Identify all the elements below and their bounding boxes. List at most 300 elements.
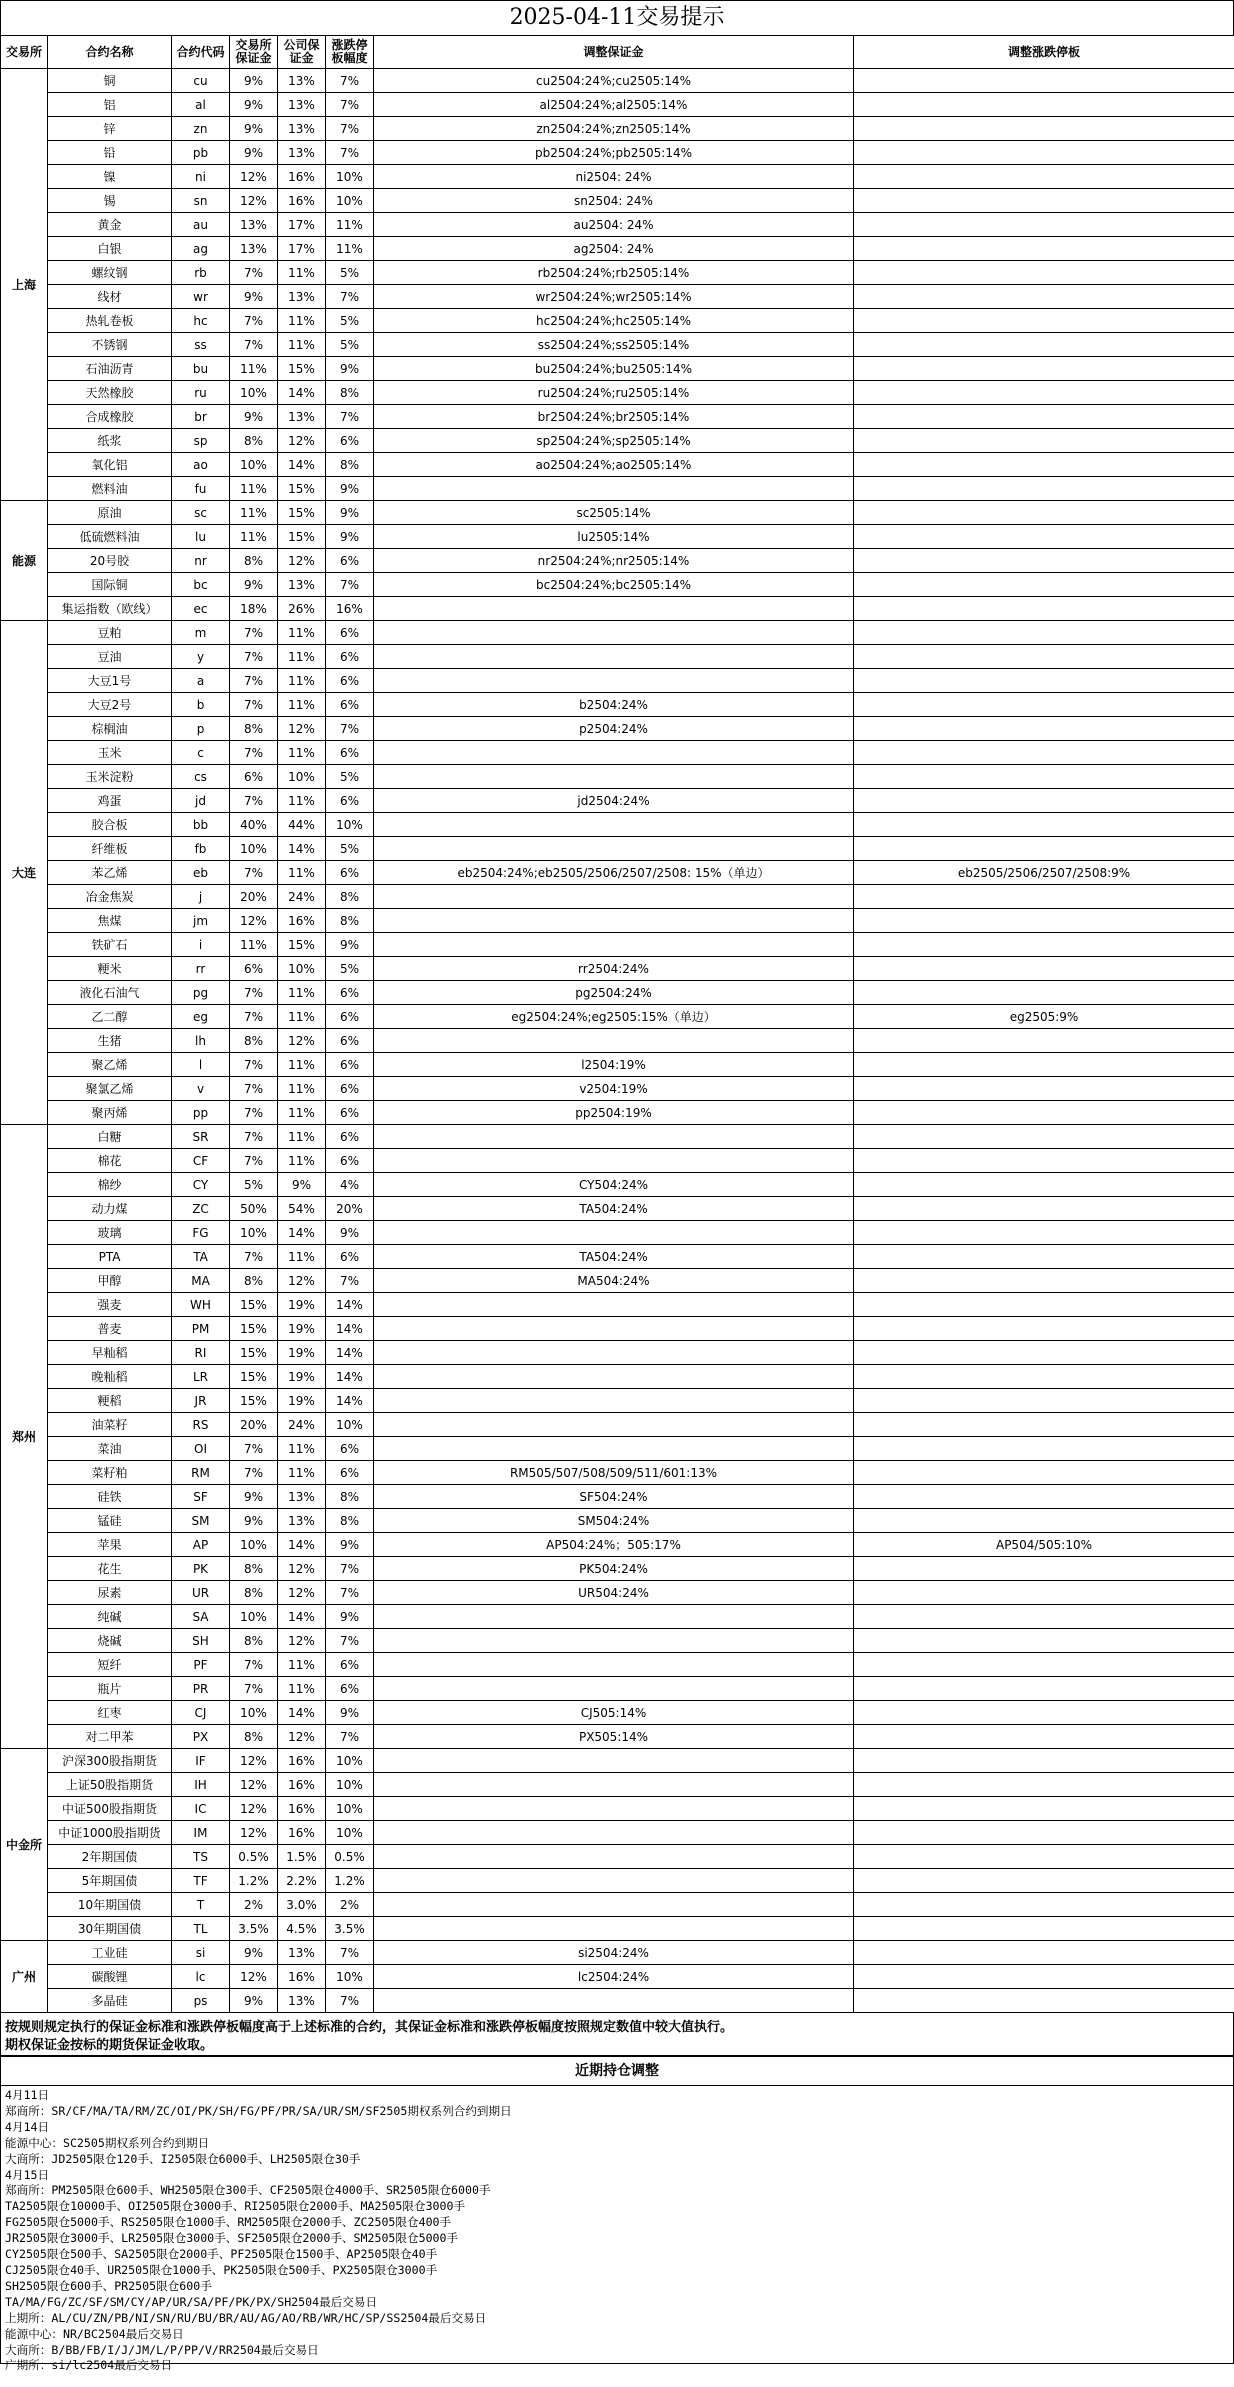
table-row xyxy=(1,1317,1234,1341)
company-margin: 11% xyxy=(278,309,326,333)
price-limit: 10% xyxy=(326,1749,374,1773)
exchange-margin: 18% xyxy=(230,597,278,621)
adjusted-margin: pp2504:19% xyxy=(374,1101,854,1125)
contract-name: 上证50股指期货 xyxy=(48,1773,172,1797)
contract-name: 沪深300股指期货 xyxy=(48,1749,172,1773)
price-limit: 6% xyxy=(326,621,374,645)
exchange-margin: 5% xyxy=(230,1173,278,1197)
contract-code: TF xyxy=(172,1869,230,1893)
price-limit: 9% xyxy=(326,1605,374,1629)
table-row xyxy=(1,1173,1234,1197)
company-margin: 16% xyxy=(278,165,326,189)
price-limit: 6% xyxy=(326,1437,374,1461)
recent-line: JR2505限仓3000手、LR2505限仓3000手、SF2505限仓2000手、SM2505限仓5000手 xyxy=(5,2231,459,2246)
adjusted-margin: AP504:24%；505:17% xyxy=(374,1533,854,1557)
adjusted-margin xyxy=(374,1605,854,1629)
company-margin: 11% xyxy=(278,1677,326,1701)
contract-name: 镍 xyxy=(48,165,172,189)
contract-name: 多晶硅 xyxy=(48,1989,172,2013)
recent-line: 郑商所：SR/CF/MA/TA/RM/ZC/OI/PK/SH/FG/PF/PR/SA/UR/SM/SF2505期权系列合约到期日 xyxy=(5,2103,512,2118)
contract-name: 花生 xyxy=(48,1557,172,1581)
exchange-margin: 7% xyxy=(230,1077,278,1101)
adjusted-limit xyxy=(854,1869,1234,1893)
table-row xyxy=(1,549,1234,573)
table-row xyxy=(1,1389,1234,1413)
adjusted-limit xyxy=(854,669,1234,693)
adjusted-limit xyxy=(854,1941,1234,1965)
table-row xyxy=(1,1821,1234,1845)
exchange-margin: 10% xyxy=(230,1221,278,1245)
price-limit: 7% xyxy=(326,1557,374,1581)
adjusted-margin xyxy=(374,813,854,837)
price-limit: 10% xyxy=(326,189,374,213)
exchange-margin: 8% xyxy=(230,1629,278,1653)
exchange-margin: 7% xyxy=(230,1053,278,1077)
adjusted-limit xyxy=(854,1845,1234,1869)
company-margin: 12% xyxy=(278,1581,326,1605)
contract-code: TS xyxy=(172,1845,230,1869)
notes xyxy=(0,2013,1234,2056)
company-margin: 13% xyxy=(278,93,326,117)
company-margin: 16% xyxy=(278,1773,326,1797)
price-limit: 9% xyxy=(326,357,374,381)
exchange-margin: 7% xyxy=(230,1461,278,1485)
table-row xyxy=(1,837,1234,861)
table-row xyxy=(1,117,1234,141)
contract-code: zn xyxy=(172,117,230,141)
contract-name: 锰硅 xyxy=(48,1509,172,1533)
adjusted-margin xyxy=(374,621,854,645)
table-row xyxy=(1,1437,1234,1461)
contract-code: au xyxy=(172,213,230,237)
adjusted-margin: CJ505:14% xyxy=(374,1701,854,1725)
col-limit: 涨跌停板幅度 xyxy=(326,36,374,69)
contract-name: 棉花 xyxy=(48,1149,172,1173)
price-limit: 5% xyxy=(326,837,374,861)
contract-name: 工业硅 xyxy=(48,1941,172,1965)
table-row xyxy=(1,1509,1234,1533)
exchange-margin: 15% xyxy=(230,1389,278,1413)
adjusted-limit xyxy=(854,645,1234,669)
adjusted-limit xyxy=(854,93,1234,117)
recent-line: 大商所：JD2505限仓120手、I2505限仓6000手、LH2505限仓30手 xyxy=(5,2151,361,2166)
company-margin: 16% xyxy=(278,1821,326,1845)
contract-name: 冶金焦炭 xyxy=(48,885,172,909)
company-margin: 13% xyxy=(278,141,326,165)
price-limit: 9% xyxy=(326,1701,374,1725)
adjusted-limit xyxy=(854,1605,1234,1629)
adjusted-margin: rb2504:24%;rb2505:14% xyxy=(374,261,854,285)
adjusted-limit xyxy=(854,1917,1234,1941)
recent-line: 郑商所：PM2505限仓600手、WH2505限仓300手、CF2505限仓4000手、SR2505限仓6000手 xyxy=(5,2183,491,2198)
table-row xyxy=(1,1029,1234,1053)
company-margin: 26% xyxy=(278,597,326,621)
adjusted-limit xyxy=(854,237,1234,261)
adjusted-margin: MA504:24% xyxy=(374,1269,854,1293)
contract-name: 豆粕 xyxy=(48,621,172,645)
adjusted-limit xyxy=(854,1269,1234,1293)
contract-name: 30年期国债 xyxy=(48,1917,172,1941)
adjusted-margin: ni2504: 24% xyxy=(374,165,854,189)
contract-name: 玉米淀粉 xyxy=(48,765,172,789)
table-row xyxy=(1,1413,1234,1437)
exchange-margin: 10% xyxy=(230,381,278,405)
adjusted-limit: eb2505/2506/2507/2508:9% xyxy=(854,861,1234,885)
contract-code: sp xyxy=(172,429,230,453)
contract-code: RM xyxy=(172,1461,230,1485)
company-margin: 11% xyxy=(278,693,326,717)
exchange-margin: 10% xyxy=(230,1701,278,1725)
contract-code: cs xyxy=(172,765,230,789)
adjusted-limit xyxy=(854,1485,1234,1509)
company-margin: 15% xyxy=(278,501,326,525)
exchange-margin: 12% xyxy=(230,1773,278,1797)
adjusted-limit xyxy=(854,597,1234,621)
exchange-margin: 9% xyxy=(230,69,278,93)
company-margin: 16% xyxy=(278,189,326,213)
adjusted-margin: au2504: 24% xyxy=(374,213,854,237)
exchange-cell: 中金所 xyxy=(1,1749,48,1941)
adjusted-limit xyxy=(854,1965,1234,1989)
contract-code: j xyxy=(172,885,230,909)
price-limit: 6% xyxy=(326,1029,374,1053)
company-margin: 13% xyxy=(278,1485,326,1509)
contract-name: 强麦 xyxy=(48,1293,172,1317)
exchange-margin: 9% xyxy=(230,93,278,117)
adjusted-margin: wr2504:24%;wr2505:14% xyxy=(374,285,854,309)
price-limit: 5% xyxy=(326,261,374,285)
table-body xyxy=(1,69,1234,2013)
table-row xyxy=(1,1221,1234,1245)
company-margin: 11% xyxy=(278,333,326,357)
col-comp-margin: 公司保证金 xyxy=(278,36,326,69)
adjusted-limit xyxy=(854,1125,1234,1149)
exchange-margin: 8% xyxy=(230,549,278,573)
exchange-margin: 12% xyxy=(230,1821,278,1845)
adjusted-margin xyxy=(374,1773,854,1797)
adjusted-limit xyxy=(854,1053,1234,1077)
price-limit: 9% xyxy=(326,525,374,549)
contract-name: 白银 xyxy=(48,237,172,261)
price-limit: 7% xyxy=(326,405,374,429)
contract-code: p xyxy=(172,717,230,741)
exchange-margin: 9% xyxy=(230,1941,278,1965)
recent-line: TA2505限仓10000手、OI2505限仓3000手、RI2505限仓2000手、MA2505限仓3000手 xyxy=(5,2199,466,2214)
adjusted-margin xyxy=(374,1125,854,1149)
exchange-margin: 15% xyxy=(230,1341,278,1365)
company-margin: 11% xyxy=(278,1053,326,1077)
exchange-margin: 7% xyxy=(230,1101,278,1125)
table-row xyxy=(1,309,1234,333)
exchange-margin: 9% xyxy=(230,1989,278,2013)
price-limit: 7% xyxy=(326,1581,374,1605)
price-limit: 8% xyxy=(326,885,374,909)
page-title: 2025-04-11交易提示 xyxy=(0,0,1234,35)
table-row xyxy=(1,69,1234,93)
company-margin: 12% xyxy=(278,549,326,573)
contract-code: bu xyxy=(172,357,230,381)
recent-line: 4月11日 xyxy=(5,2088,50,2102)
exchange-cell: 大连 xyxy=(1,621,48,1125)
company-margin: 12% xyxy=(278,717,326,741)
contract-code: SA xyxy=(172,1605,230,1629)
adjusted-margin: PX505:14% xyxy=(374,1725,854,1749)
adjusted-limit xyxy=(854,1461,1234,1485)
table-row xyxy=(1,1053,1234,1077)
table-row xyxy=(1,885,1234,909)
adjusted-margin: eg2504:24%;eg2505:15%（单边） xyxy=(374,1005,854,1029)
adjusted-limit xyxy=(854,765,1234,789)
contract-code: ni xyxy=(172,165,230,189)
company-margin: 3.0% xyxy=(278,1893,326,1917)
table-row xyxy=(1,1869,1234,1893)
price-limit: 14% xyxy=(326,1341,374,1365)
table-row xyxy=(1,957,1234,981)
adjusted-margin: bu2504:24%;bu2505:14% xyxy=(374,357,854,381)
adjusted-margin xyxy=(374,1629,854,1653)
company-margin: 44% xyxy=(278,813,326,837)
recent-adjustments-title: 近期持仓调整 xyxy=(0,2056,1234,2086)
adjusted-limit xyxy=(854,165,1234,189)
exchange-margin: 7% xyxy=(230,741,278,765)
company-margin: 13% xyxy=(278,573,326,597)
exchange-margin: 10% xyxy=(230,453,278,477)
price-limit: 5% xyxy=(326,309,374,333)
adjusted-limit xyxy=(854,837,1234,861)
contract-name: 铜 xyxy=(48,69,172,93)
col-exchange: 交易所 xyxy=(1,36,48,69)
contract-code: rr xyxy=(172,957,230,981)
contract-code: PM xyxy=(172,1317,230,1341)
table-row xyxy=(1,621,1234,645)
contract-code: wr xyxy=(172,285,230,309)
adjusted-margin xyxy=(374,1989,854,2013)
adjusted-margin xyxy=(374,1677,854,1701)
adjusted-limit xyxy=(854,1773,1234,1797)
company-margin: 13% xyxy=(278,1509,326,1533)
adjusted-limit xyxy=(854,1221,1234,1245)
adjusted-margin: TA504:24% xyxy=(374,1197,854,1221)
company-margin: 13% xyxy=(278,1989,326,2013)
contract-name: 聚丙烯 xyxy=(48,1101,172,1125)
company-margin: 15% xyxy=(278,525,326,549)
price-limit: 6% xyxy=(326,1461,374,1485)
contract-code: m xyxy=(172,621,230,645)
exchange-margin: 7% xyxy=(230,333,278,357)
exchange-margin: 50% xyxy=(230,1197,278,1221)
price-limit: 6% xyxy=(326,981,374,1005)
exchange-margin: 3.5% xyxy=(230,1917,278,1941)
contract-name: 锡 xyxy=(48,189,172,213)
table-row xyxy=(1,981,1234,1005)
contract-code: eb xyxy=(172,861,230,885)
contract-name: 大豆2号 xyxy=(48,693,172,717)
adjusted-margin: ss2504:24%;ss2505:14% xyxy=(374,333,854,357)
adjusted-margin: SM504:24% xyxy=(374,1509,854,1533)
price-limit: 6% xyxy=(326,1077,374,1101)
company-margin: 14% xyxy=(278,1533,326,1557)
adjusted-limit: eg2505:9% xyxy=(854,1005,1234,1029)
price-limit: 1.2% xyxy=(326,1869,374,1893)
contract-code: PF xyxy=(172,1653,230,1677)
col-adj-limit: 调整涨跌停板 xyxy=(854,36,1234,69)
adjusted-margin: pg2504:24% xyxy=(374,981,854,1005)
price-limit: 9% xyxy=(326,1221,374,1245)
contract-name: 普麦 xyxy=(48,1317,172,1341)
contract-code: lu xyxy=(172,525,230,549)
exchange-margin: 7% xyxy=(230,1125,278,1149)
adjusted-limit xyxy=(854,1413,1234,1437)
recent-line: 大商所：B/BB/FB/I/J/JM/L/P/PP/V/RR2504最后交易日 xyxy=(5,2342,319,2357)
adjusted-margin: v2504:19% xyxy=(374,1077,854,1101)
contract-name: 玻璃 xyxy=(48,1221,172,1245)
contract-code: UR xyxy=(172,1581,230,1605)
adjusted-margin xyxy=(374,1893,854,1917)
adjusted-margin xyxy=(374,1293,854,1317)
adjusted-limit xyxy=(854,1725,1234,1749)
price-limit: 9% xyxy=(326,501,374,525)
exchange-margin: 11% xyxy=(230,357,278,381)
adjusted-margin: p2504:24% xyxy=(374,717,854,741)
contract-code: v xyxy=(172,1077,230,1101)
company-margin: 19% xyxy=(278,1293,326,1317)
adjusted-limit xyxy=(854,1581,1234,1605)
price-limit: 10% xyxy=(326,1797,374,1821)
company-margin: 13% xyxy=(278,285,326,309)
price-limit: 10% xyxy=(326,1821,374,1845)
table-row xyxy=(1,1581,1234,1605)
contract-code: rb xyxy=(172,261,230,285)
contract-name: 菜籽粕 xyxy=(48,1461,172,1485)
price-limit: 7% xyxy=(326,1941,374,1965)
contract-code: fu xyxy=(172,477,230,501)
adjusted-limit xyxy=(854,117,1234,141)
contract-name: 纤维板 xyxy=(48,837,172,861)
price-limit: 7% xyxy=(326,141,374,165)
exchange-cell: 广州 xyxy=(1,1941,48,2013)
contract-name: 棕榈油 xyxy=(48,717,172,741)
price-limit: 14% xyxy=(326,1317,374,1341)
company-margin: 15% xyxy=(278,477,326,501)
price-limit: 8% xyxy=(326,1485,374,1509)
contract-name: PTA xyxy=(48,1245,172,1269)
adjusted-limit xyxy=(854,1893,1234,1917)
contract-code: PK xyxy=(172,1557,230,1581)
price-limit: 6% xyxy=(326,1149,374,1173)
recent-line: 能源中心：SC2505期权系列合约到期日 xyxy=(5,2135,210,2150)
price-limit: 16% xyxy=(326,597,374,621)
price-limit: 6% xyxy=(326,549,374,573)
adjusted-limit xyxy=(854,405,1234,429)
contract-code: OI xyxy=(172,1437,230,1461)
adjusted-limit xyxy=(854,1629,1234,1653)
contract-name: 红枣 xyxy=(48,1701,172,1725)
contract-code: MA xyxy=(172,1269,230,1293)
adjusted-limit xyxy=(854,501,1234,525)
contract-code: ru xyxy=(172,381,230,405)
price-limit: 6% xyxy=(326,861,374,885)
contract-name: 烧碱 xyxy=(48,1629,172,1653)
adjusted-limit: AP504/505:10% xyxy=(854,1533,1234,1557)
table-row xyxy=(1,1965,1234,1989)
exchange-margin: 7% xyxy=(230,261,278,285)
table-row xyxy=(1,1677,1234,1701)
price-limit: 8% xyxy=(326,381,374,405)
table-row xyxy=(1,1245,1234,1269)
recent-line: 上期所：AL/CU/ZN/PB/NI/SN/RU/BU/BR/AU/AG/AO/RB/WR/HC/SP/SS2504最后交易日 xyxy=(5,2310,487,2325)
price-limit: 6% xyxy=(326,741,374,765)
company-margin: 17% xyxy=(278,237,326,261)
price-limit: 10% xyxy=(326,165,374,189)
contract-name: 天然橡胶 xyxy=(48,381,172,405)
contract-code: si xyxy=(172,1941,230,1965)
recent-line: 能源中心：NR/BC2504最后交易日 xyxy=(5,2326,184,2341)
price-limit: 11% xyxy=(326,237,374,261)
contract-code: T xyxy=(172,1893,230,1917)
adjusted-margin: nr2504:24%;nr2505:14% xyxy=(374,549,854,573)
contract-code: CJ xyxy=(172,1701,230,1725)
company-margin: 11% xyxy=(278,1461,326,1485)
exchange-margin: 0.5% xyxy=(230,1845,278,1869)
exchange-margin: 9% xyxy=(230,141,278,165)
exchange-margin: 20% xyxy=(230,885,278,909)
adjusted-limit xyxy=(854,525,1234,549)
adjusted-limit xyxy=(854,621,1234,645)
price-limit: 8% xyxy=(326,453,374,477)
table-row xyxy=(1,1941,1234,1965)
contract-code: ao xyxy=(172,453,230,477)
adjusted-margin: jd2504:24% xyxy=(374,789,854,813)
adjusted-limit xyxy=(854,1821,1234,1845)
recent-line: FG2505限仓5000手、RS2505限仓1000手、RM2505限仓2000手、ZC2505限仓400手 xyxy=(5,2215,452,2230)
adjusted-limit xyxy=(854,1077,1234,1101)
table-row xyxy=(1,501,1234,525)
adjusted-limit xyxy=(854,1149,1234,1173)
exchange-margin: 7% xyxy=(230,981,278,1005)
table-row xyxy=(1,261,1234,285)
contract-name: 对二甲苯 xyxy=(48,1725,172,1749)
contract-code: PR xyxy=(172,1677,230,1701)
price-limit: 10% xyxy=(326,1413,374,1437)
adjusted-limit xyxy=(854,213,1234,237)
table-row xyxy=(1,1725,1234,1749)
table-row xyxy=(1,1077,1234,1101)
adjusted-margin: lu2505:14% xyxy=(374,525,854,549)
company-margin: 10% xyxy=(278,765,326,789)
price-limit: 3.5% xyxy=(326,1917,374,1941)
price-limit: 6% xyxy=(326,1653,374,1677)
contract-name: 5年期国债 xyxy=(48,1869,172,1893)
contract-name: 10年期国债 xyxy=(48,1893,172,1917)
contract-code: AP xyxy=(172,1533,230,1557)
price-limit: 8% xyxy=(326,1509,374,1533)
adjusted-margin: hc2504:24%;hc2505:14% xyxy=(374,309,854,333)
adjusted-margin: l2504:19% xyxy=(374,1053,854,1077)
contract-name: 中证500股指期货 xyxy=(48,1797,172,1821)
contract-code: RI xyxy=(172,1341,230,1365)
contract-code: FG xyxy=(172,1221,230,1245)
adjusted-margin: lc2504:24% xyxy=(374,1965,854,1989)
company-margin: 14% xyxy=(278,453,326,477)
adjusted-limit xyxy=(854,1989,1234,2013)
table-row xyxy=(1,717,1234,741)
adjusted-margin: zn2504:24%;zn2505:14% xyxy=(374,117,854,141)
adjusted-margin xyxy=(374,1653,854,1677)
adjusted-margin xyxy=(374,837,854,861)
adjusted-margin xyxy=(374,1437,854,1461)
contract-code: l xyxy=(172,1053,230,1077)
company-margin: 11% xyxy=(278,669,326,693)
